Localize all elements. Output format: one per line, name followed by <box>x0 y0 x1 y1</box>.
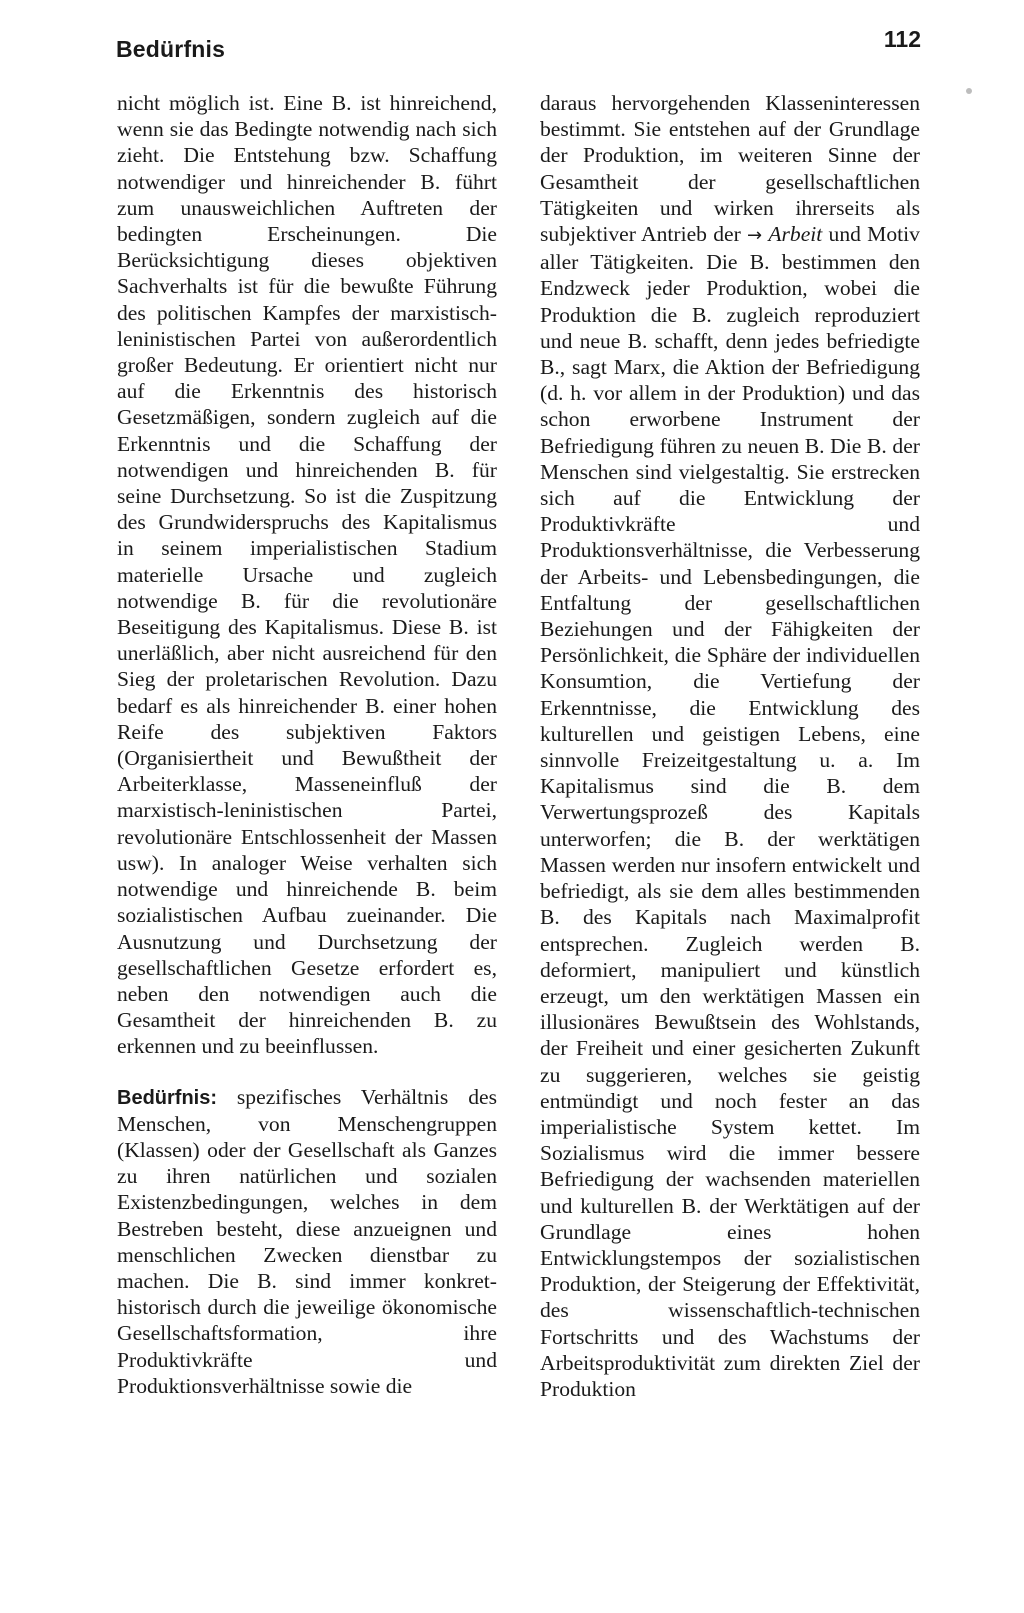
text-after-reference: und Motiv aller Tätigkeiten. Die B. bestimmen den Endzweck jeder Produktion, wobei die Produktion die B. zugleich reproduziert und neue B. schafft, denn jedes befriedigte B., sagt Marx, die Aktion der Befriedigung (d. h. vor allem in der Produktion) und das schon erworbene Instrument der Befriedigung führen zu neuen B. Die B. der Menschen sind vielgestaltig. Sie erstrecken sich auf die Entwicklung der Produktivkräfte und Produktionsverhältnisse, die Verbesserung der Arbeits- und Lebensbedingungen, die Entfaltung der gesellschaftlichen Beziehungen und der Fähigkeiten der Persönlichkeit, die Sphäre der individuellen Konsumtion, die Vertiefung der Erkenntnisse, die Entwicklung des kulturellen und geistigen Lebens, eine sinnvolle Freizeitgestaltung u. a. Im Kapitalismus sind die B. dem Verwertungsprozeß des Kapitals unterworfen; die B. der werktätigen Massen werden nur insofern entwickelt und befriedigt, als sie dem alles bestimmenden B. des Kapitals nach Maximalprofit entsprechen. Zugleich werden B. deformiert, manipuliert und künstlich erzeugt, um den werktätigen Massen ein illusionäres Bewußtsein des Wohlstands, der Freiheit und einer gesicherten Zukunft zu suggerieren, welches sie geistig entmündigt und noch fester an das imperialistische System kettet. Im Sozialismus wird die immer bessere Befriedigung der wachsenden materiellen und kulturellen B. der Werktätigen auf der Grundlage eines hohen Entwicklungstempos der sozialistischen Produktion, der Steigerung der Effektivität, des wissenschaftlich-technischen Fortschritts und des Wachstums der Arbeitsproduktivität zum direkten Ziel der Produktion <box>540 222 920 1401</box>
entry-beduerfnis <box>117 1084 497 1399</box>
page-number: 112 <box>883 26 921 52</box>
running-head: Bedürfnis <box>116 36 226 62</box>
right-column <box>540 90 920 1402</box>
text-before-reference: daraus hervorgehenden Klasseninteressen bestimmt. Sie entstehen auf der Grundlage der Produktion, im weiteren Sinne der Gesamtheit der gesellschaftlichen Tätigkeiten und wirken ihrerseits als subjektiver Antrieb der <box>540 91 920 247</box>
entry-headword: Bedürfnis: <box>117 1086 217 1109</box>
print-speck <box>966 88 972 94</box>
cross-reference-arbeit[interactable]: Arbeit <box>768 222 823 247</box>
entry-definition: spezifisches Verhältnis des Menschen, von Menschengruppen (Klassen) oder der Gesellschaft als Ganzes zu ihren natürlichen und sozialen Existenzbedingungen, welches in dem Bestreben besteht, diese anzueignen und menschlichen Zwecken dienstbar zu machen. Die B. sind immer konkret-historisch durch die jeweilige ökonomische Gesellschaftsformation, ihre Produktivkräfte und Produktionsverhältnisse sowie die <box>117 1084 497 1398</box>
left-column <box>117 90 497 1399</box>
continued-entry-text: nicht möglich ist. Eine B. ist hinreichend, wenn sie das Bedingte notwendig nach sich zieht. Die Entstehung bzw. Schaffung notwendiger und hinreichender B. führt zum unausweichlichen Auftreten der bedingten Erscheinungen. Die Berücksichtigung dieses objektiven Sachverhalts ist für die bewußte Führung des politischen Kampfes der marxistisch-leninistischen Partei von außerordentlich großer Bedeutung. Er orientiert nicht nur auf die Erkenntnis des historisch Gesetzmäßigen, sondern zugleich auf die Erkenntnis und die Schaffung der notwendigen und hinreichenden B. für seine Durchsetzung. So ist die Zuspitzung des Grundwiderspruchs des Kapitalismus in seinem imperialistischen Stadium materielle Ursache und zugleich notwendige B. für die revolutionäre Beseitigung des Kapitalismus. Diese B. ist unerläßlich, aber nicht ausreichend für den Sieg der proletarischen Revolution. Dazu bedarf es als hinreichender B. einer hohen Reife des subjektiven Faktors (Organisiertheit und Bewußtheit der Arbeiterklasse, Masseneinfluß der marxistisch-leninistischen Partei, revolutionäre Entschlossenheit der Massen usw). In analoger Weise verhalten sich notwendige und hinreichende B. beim sozialistischen Aufbau zueinander. Die Ausnutzung und Durchsetzung der gesellschaftlichen Gesetze erfordert es, neben den notwendigen auch die Gesamtheit der hinreichenden B. zu erkennen und zu beeinflussen. <box>117 91 497 1059</box>
entry-continuation <box>540 90 920 1402</box>
cross-reference-arrow-icon: → <box>747 225 763 247</box>
